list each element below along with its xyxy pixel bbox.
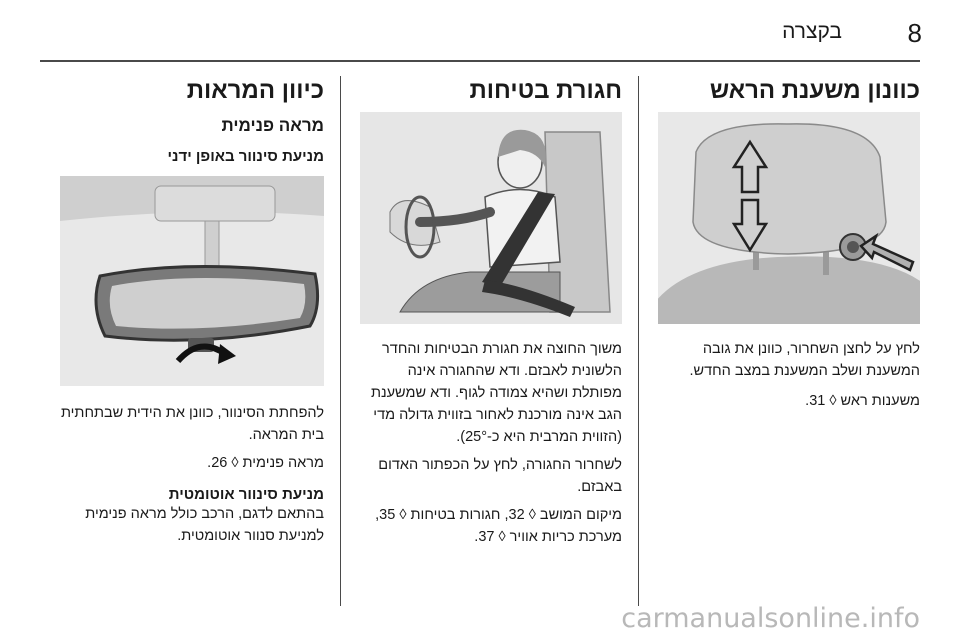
column-head-restraint [655, 76, 920, 106]
watermark: carmanualsonline.info [621, 603, 920, 634]
seat-belt-reference: מיקום המושב ◊ 32, חגורות בטיחות ◊ 35, מערכת כריות אוויר ◊ 37. [375, 507, 622, 545]
section-title: בקצרה [782, 20, 842, 43]
seat-belt-illustration [360, 112, 622, 324]
column-seat-belt [358, 76, 622, 106]
mirrors-title: כיוון המראות [186, 77, 324, 104]
seat-belt-body [358, 338, 622, 548]
page-number: 8 [907, 18, 922, 48]
seat-belt-paragraph-1: משוך החוצה את חגורת הבטיחות והחדר הלשונית לאבזם. ודא שהחגורה אינה מפותלת ושהיא צמודה לגוף. ודא שמשענת הגב אינה מורכנת לאחור בזווית גדולה מדי (הזווית המרבית היא כ-25°). [370, 341, 622, 445]
head-restraint-title: כוונון משענת הראש [709, 77, 920, 104]
manual-antidazzle-heading: מניעת סינוור באופן ידני [167, 148, 324, 165]
head-restraint-illustration [658, 112, 920, 324]
automatic-antidazzle-text: בהתאם לדגם, הרכב כולל מראה פנימית למניעת סנוור אוטומטית. [85, 506, 324, 544]
column-mirrors [60, 76, 324, 165]
mirrors-subtitle: מראה פנימית [221, 116, 324, 135]
column-divider-right [638, 76, 639, 606]
seat-belt-paragraph-2: לשחרור החגורה, לחץ על הכפתור האדום באבזם. [378, 457, 622, 495]
head-restraint-body [655, 338, 920, 412]
head-restraint-reference: משענות ראש ◊ 31. [805, 393, 920, 409]
mirrors-body [60, 402, 324, 547]
interior-mirror-reference: מראה פנימית ◊ 26. [207, 455, 324, 471]
automatic-antidazzle-heading: מניעת סינוור אוטומטית [168, 486, 324, 503]
seat-belt-title: חגורת בטיחות [469, 77, 622, 104]
interior-mirror-illustration [60, 176, 324, 386]
column-divider-left [340, 76, 341, 606]
manual-antidazzle-text: להפחתת הסינוור, כוונן את הידית שבתחתית בית המראה. [60, 405, 324, 443]
header-rule [40, 60, 920, 62]
head-restraint-paragraph-1: לחץ על לחצן השחרור, כוונן את גובה המשענת ושלב המשענת במצב החדש. [689, 341, 920, 379]
